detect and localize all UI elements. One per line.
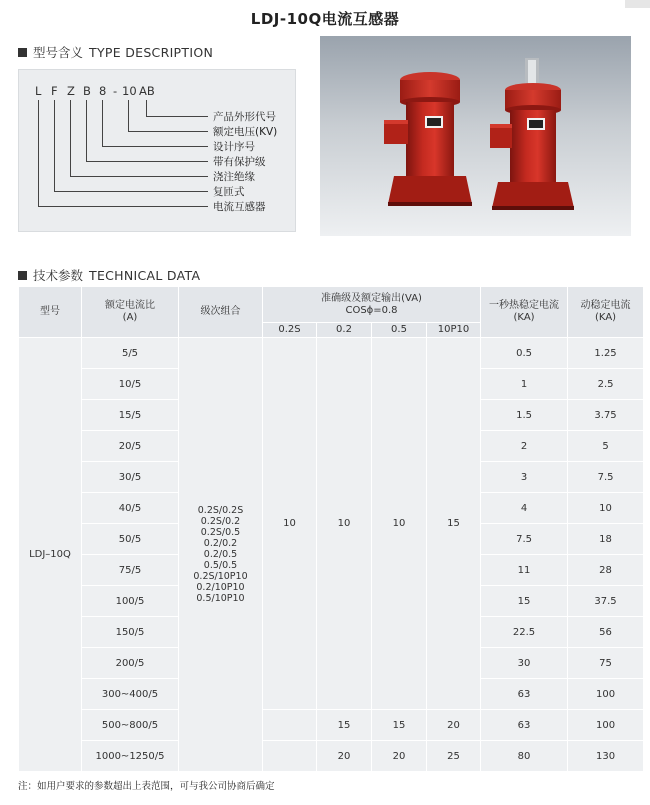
ratio-cell: 50/5 xyxy=(82,524,179,555)
dynamic-cell: 100 xyxy=(568,679,644,710)
ratio-cell: 30/5 xyxy=(82,462,179,493)
ratio-cell: 500~800/5 xyxy=(82,710,179,741)
table-header-row xyxy=(19,287,644,323)
leader-line xyxy=(146,100,147,116)
dynamic-cell: 2.5 xyxy=(568,369,644,400)
thermal-cell: 0.5 xyxy=(481,338,568,369)
thermal-cell: 63 xyxy=(481,679,568,710)
col-header-thermal: 一秒热稳定电流 (KA) xyxy=(481,287,568,338)
leader-line xyxy=(146,116,208,117)
dynamic-cell: 100 xyxy=(568,710,644,741)
code-label: 产品外形代号 xyxy=(213,111,276,123)
technical-data-header xyxy=(18,266,200,284)
ratio-cell: 1000~1250/5 xyxy=(82,741,179,772)
leader-line xyxy=(38,206,208,207)
col-header-dynamic: 动稳定电流 (KA) xyxy=(568,287,644,338)
col-header-combo: 级次组合 xyxy=(179,287,263,338)
dynamic-cell: 3.75 xyxy=(568,400,644,431)
transformer-right xyxy=(490,58,574,210)
table-row xyxy=(19,741,644,772)
ratio-cell: 10/5 xyxy=(82,369,179,400)
code-char: Z xyxy=(67,84,75,98)
dynamic-cell: 1.25 xyxy=(568,338,644,369)
dynamic-cell: 37.5 xyxy=(568,586,644,617)
thermal-cell: 63 xyxy=(481,710,568,741)
ratio-cell: 150/5 xyxy=(82,617,179,648)
thermal-cell: 4 xyxy=(481,493,568,524)
col-header-ratio: 额定电流比 (A) xyxy=(82,287,179,338)
thermal-cell: 22.5 xyxy=(481,617,568,648)
code-char: F xyxy=(51,84,58,98)
type-description-title-en: TYPE DESCRIPTION xyxy=(89,44,214,60)
output-cell: 20 xyxy=(427,710,481,741)
transformer-illustration xyxy=(320,36,631,236)
leader-line xyxy=(102,100,103,146)
ratio-cell: 300~400/5 xyxy=(82,679,179,710)
ratio-cell: 75/5 xyxy=(82,555,179,586)
ratio-cell: 20/5 xyxy=(82,431,179,462)
output-cell: 20 xyxy=(372,741,427,772)
ratio-cell: 100/5 xyxy=(82,586,179,617)
leader-line xyxy=(102,146,208,147)
type-description-diagram xyxy=(18,69,296,232)
ratio-cell: 15/5 xyxy=(82,400,179,431)
product-photo xyxy=(320,36,631,236)
ratio-cell: 200/5 xyxy=(82,648,179,679)
code-label: 额定电压(KV) xyxy=(213,126,278,138)
dynamic-cell: 28 xyxy=(568,555,644,586)
leader-line xyxy=(86,161,208,162)
combo-cell: 0.2S/0.2S 0.2S/0.2 0.2S/0.5 0.2/0.2 0.2/0.5 0.5/0.5 0.2S/10P10 0.2/10P10 0.5/10P10 xyxy=(179,338,263,772)
leader-line xyxy=(70,100,71,176)
output-cell: 10 xyxy=(317,338,372,710)
code-char: B xyxy=(83,84,91,98)
thermal-cell: 7.5 xyxy=(481,524,568,555)
code-label: 浇注绝缘 xyxy=(213,171,255,183)
output-cell: 20 xyxy=(317,741,372,772)
leader-line xyxy=(54,191,208,192)
thermal-cell: 80 xyxy=(481,741,568,772)
ratio-cell: 5/5 xyxy=(82,338,179,369)
footnote: 注：如用户要求的参数超出上表范围，可与我公司协商后确定 xyxy=(18,781,275,792)
dynamic-cell: 18 xyxy=(568,524,644,555)
output-cell: 25 xyxy=(427,741,481,772)
thermal-cell: 30 xyxy=(481,648,568,679)
thermal-cell: 11 xyxy=(481,555,568,586)
technical-data-title-cn: 技术参数 xyxy=(33,268,84,283)
output-cell: 15 xyxy=(372,710,427,741)
code-char: 10 xyxy=(122,84,137,98)
col-header-class-05: 0.5 xyxy=(372,323,427,338)
dynamic-cell: 5 xyxy=(568,431,644,462)
col-header-model: 型号 xyxy=(19,287,82,338)
code-label: 电流互感器 xyxy=(213,201,266,213)
thermal-cell: 1.5 xyxy=(481,400,568,431)
code-char: 8 xyxy=(99,84,107,98)
output-cell xyxy=(263,741,317,772)
code-char: - xyxy=(113,84,118,98)
type-description-title-cn: 型号含义 xyxy=(33,45,84,60)
ratio-cell: 40/5 xyxy=(82,493,179,524)
model-cell: LDJ–10Q xyxy=(19,338,82,772)
technical-data-title-en: TECHNICAL DATA xyxy=(89,267,201,283)
leader-line xyxy=(54,100,55,191)
dynamic-cell: 130 xyxy=(568,741,644,772)
leader-line xyxy=(128,131,208,132)
dynamic-cell: 56 xyxy=(568,617,644,648)
square-bullet-icon xyxy=(18,48,27,57)
col-header-class-02s: 0.2S xyxy=(263,323,317,338)
corner-mark xyxy=(625,0,650,8)
thermal-cell: 15 xyxy=(481,586,568,617)
table-row xyxy=(19,710,644,741)
type-description-header xyxy=(18,43,213,61)
code-suffix: AB xyxy=(139,84,155,98)
square-bullet-icon xyxy=(18,271,27,280)
code-label: 设计序号 xyxy=(213,141,255,153)
dynamic-cell: 75 xyxy=(568,648,644,679)
output-cell: 10 xyxy=(263,338,317,710)
transformer-left xyxy=(384,72,472,206)
thermal-cell: 3 xyxy=(481,462,568,493)
col-header-class-02: 0.2 xyxy=(317,323,372,338)
col-header-class-10p10: 10P10 xyxy=(427,323,481,338)
output-cell: 10 xyxy=(372,338,427,710)
page-title: LDJ-10Q电流互感器 xyxy=(250,10,400,28)
leader-line xyxy=(70,176,208,177)
thermal-cell: 2 xyxy=(481,431,568,462)
code-char: L xyxy=(35,84,42,98)
code-label: 复匝式 xyxy=(213,186,245,198)
thermal-cell: 1 xyxy=(481,369,568,400)
dynamic-cell: 10 xyxy=(568,493,644,524)
code-label: 带有保护级 xyxy=(213,156,266,168)
leader-line xyxy=(38,100,39,206)
output-cell xyxy=(263,710,317,741)
technical-data-table xyxy=(18,286,644,772)
output-cell: 15 xyxy=(427,338,481,710)
dynamic-cell: 7.5 xyxy=(568,462,644,493)
col-header-output: 准确级及额定输出(VA) COSϕ=0.8 xyxy=(263,287,481,323)
leader-line xyxy=(86,100,87,161)
table-row xyxy=(19,338,644,369)
leader-line xyxy=(128,100,129,131)
output-cell: 15 xyxy=(317,710,372,741)
